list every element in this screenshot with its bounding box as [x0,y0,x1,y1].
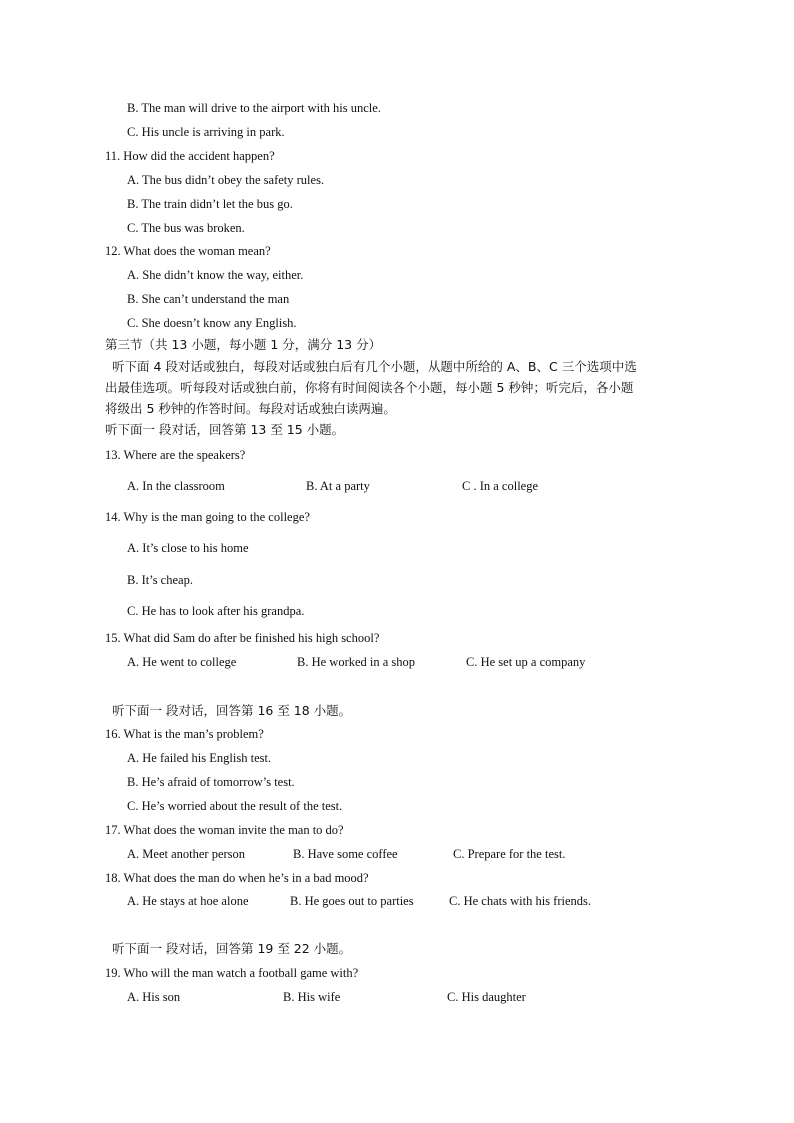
question-11: 11. How did the accident happen? [105,149,275,163]
q19-option-c: C. His daughter [447,990,526,1004]
q17-option-b: B. Have some coffee [293,847,398,861]
q12-option-c: C. She doesn’t know any English. [127,316,297,330]
q15-option-a: A. He went to college [127,655,237,669]
q16-option-a: A. He failed his English test. [127,751,272,765]
question-17: 17. What does the woman invite the man to do? [105,823,344,837]
q16-option-b: B. He’s afraid of tomorrow’s test. [127,775,295,789]
q14-option-c: C. He has to look after his grandpa. [127,604,305,618]
q17-option-a: A. Meet another person [127,847,246,861]
question-12: 12. What does the woman mean? [105,244,271,258]
instructions-line-1: 听下面 4 段对话或独白，每段对话或独白后有几个小题，从题中所给的 A、B、C 三个选项中选 [112,359,637,374]
question-14: 14. Why is the man going to the college? [105,510,310,524]
q11-option-c: C. The bus was broken. [127,221,245,235]
q11-option-b: B. The train didn’t let the bus go. [127,197,293,211]
question-13: 13. Where are the speakers? [105,448,246,462]
q10-option-b: B. The man will drive to the airport with his uncle. [127,101,381,115]
question-16: 16. What is the man’s problem? [105,727,264,741]
q11-option-a: A. The bus didn’t obey the safety rules. [127,173,325,187]
q12-option-b: B. She can’t understand the man [127,292,290,306]
dialogue-intro-13-15: 听下面一 段对话，回答第 13 至 15 小题。 [105,422,345,437]
q13-option-c: C . In a college [462,479,539,493]
q14-option-b: B. It’s cheap. [127,573,193,587]
dialogue-intro-19-22: 听下面一 段对话，回答第 19 至 22 小题。 [112,941,352,956]
q16-option-c: C. He’s worried about the result of the test. [127,799,343,813]
question-15: 15. What did Sam do after be finished his high school? [105,631,380,645]
q17-option-c: C. Prepare for the test. [453,847,566,861]
q18-option-c: C. He chats with his friends. [449,894,591,908]
q15-option-c: C. He set up a company [466,655,586,669]
question-19: 19. Who will the man watch a football game with? [105,966,359,980]
q15-option-b: B. He worked in a shop [297,655,416,669]
q19-option-b: B. His wife [283,990,341,1004]
q10-option-c: C. His uncle is arriving in park. [127,125,285,139]
question-18: 18. What does the man do when he’s in a bad mood? [105,871,369,885]
q18-option-a: A. He stays at hoe alone [127,894,249,908]
q12-option-a: A. She didn’t know the way, either. [127,268,304,282]
q14-option-a: A. It’s close to his home [127,541,249,555]
q18-option-b: B. He goes out to parties [290,894,414,908]
instructions-line-2: 出最佳选项。听每段对话或独白前，你将有时间阅读各个小题，每小题 5 秒钟；听完后，各小题 [105,380,634,395]
dialogue-intro-16-18: 听下面一 段对话，回答第 16 至 18 小题。 [112,703,352,718]
q19-option-a: A. His son [127,990,181,1004]
q13-option-a: A. In the classroom [127,479,225,493]
section-3-heading: 第三节（共 13 小题，每小题 1 分，满分 13 分） [105,337,382,352]
q13-option-b: B. At a party [306,479,370,493]
instructions-line-3: 将级出 5 秒钟的作答时间。每段对话或独白读两遍。 [105,401,396,416]
